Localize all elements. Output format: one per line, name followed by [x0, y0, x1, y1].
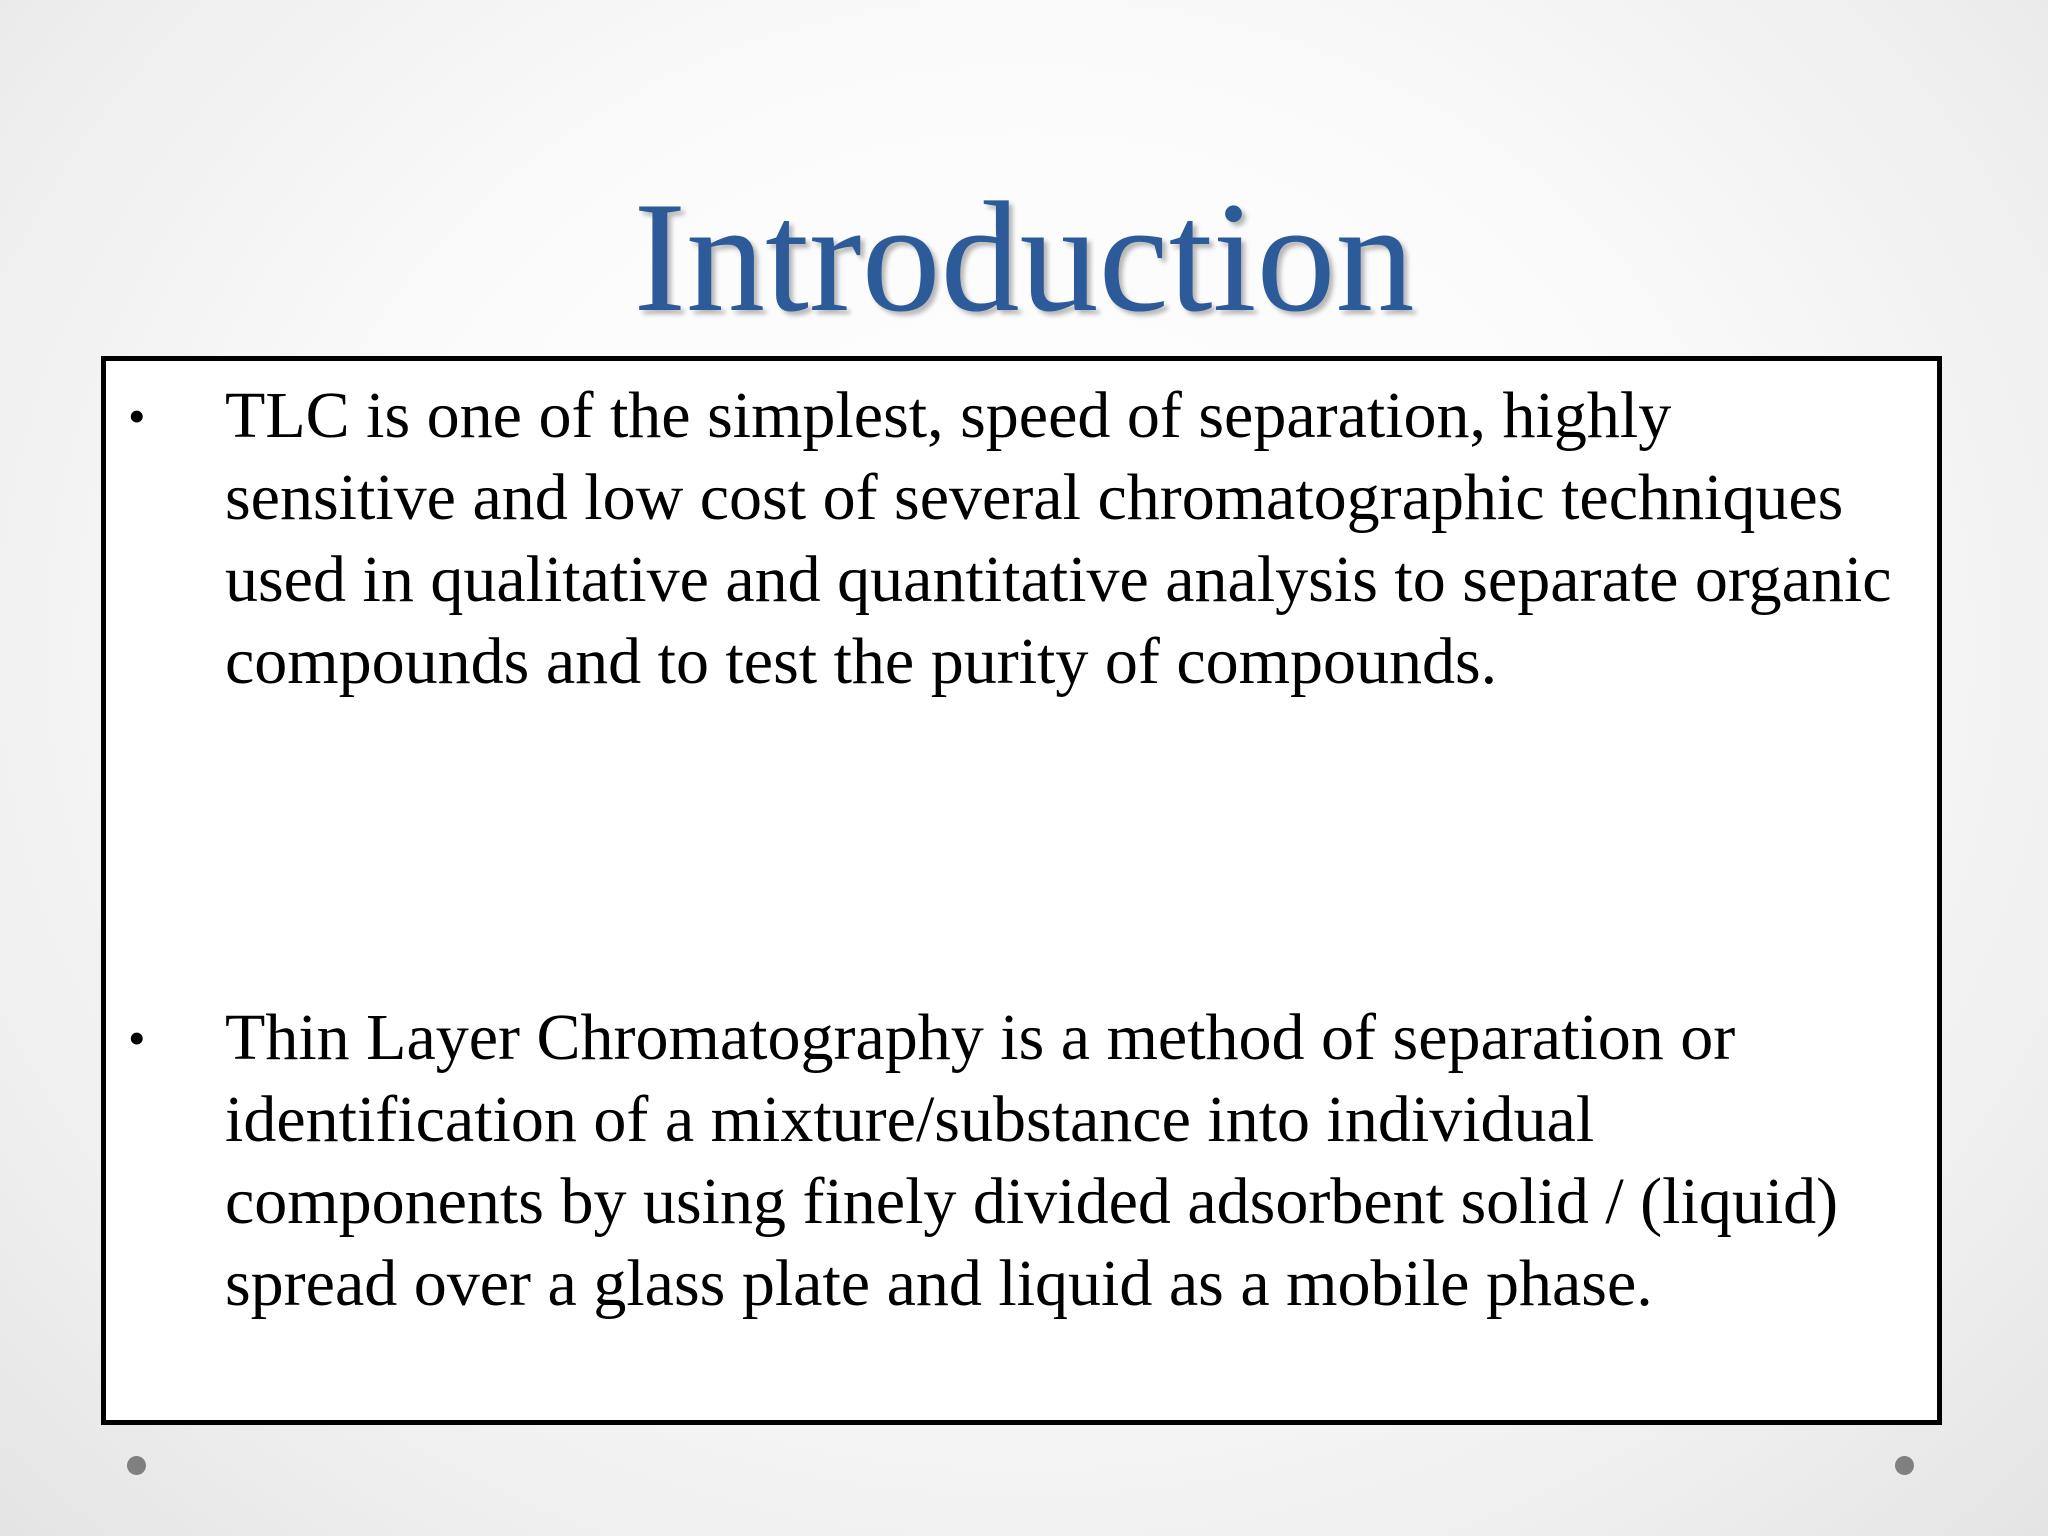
- bullet-text: Thin Layer Chromatography is a method of separation or identification of a mixture/substance into individual components by using finely divided adsorbent solid / (liquid) spread over a glass plate and liquid as a mobile phase.: [225, 1001, 1839, 1320]
- bullet-text: TLC is one of the simplest, speed of separation, highly sensitive and low cost of several chromatographic techniques used in qualitative and quantitative analysis to separate organic compounds and to test the purity of compounds.: [225, 379, 1892, 698]
- bullet-marker: •: [128, 388, 146, 444]
- content-box: [101, 356, 1942, 1425]
- decorative-dot-left: [127, 1456, 146, 1475]
- bullet-marker: •: [128, 1010, 146, 1066]
- decorative-dot-right: [1895, 1456, 1914, 1475]
- slide-title: Introduction: [633, 170, 1415, 345]
- bullet-item: [128, 997, 1918, 1325]
- bullet-item: [128, 375, 1918, 703]
